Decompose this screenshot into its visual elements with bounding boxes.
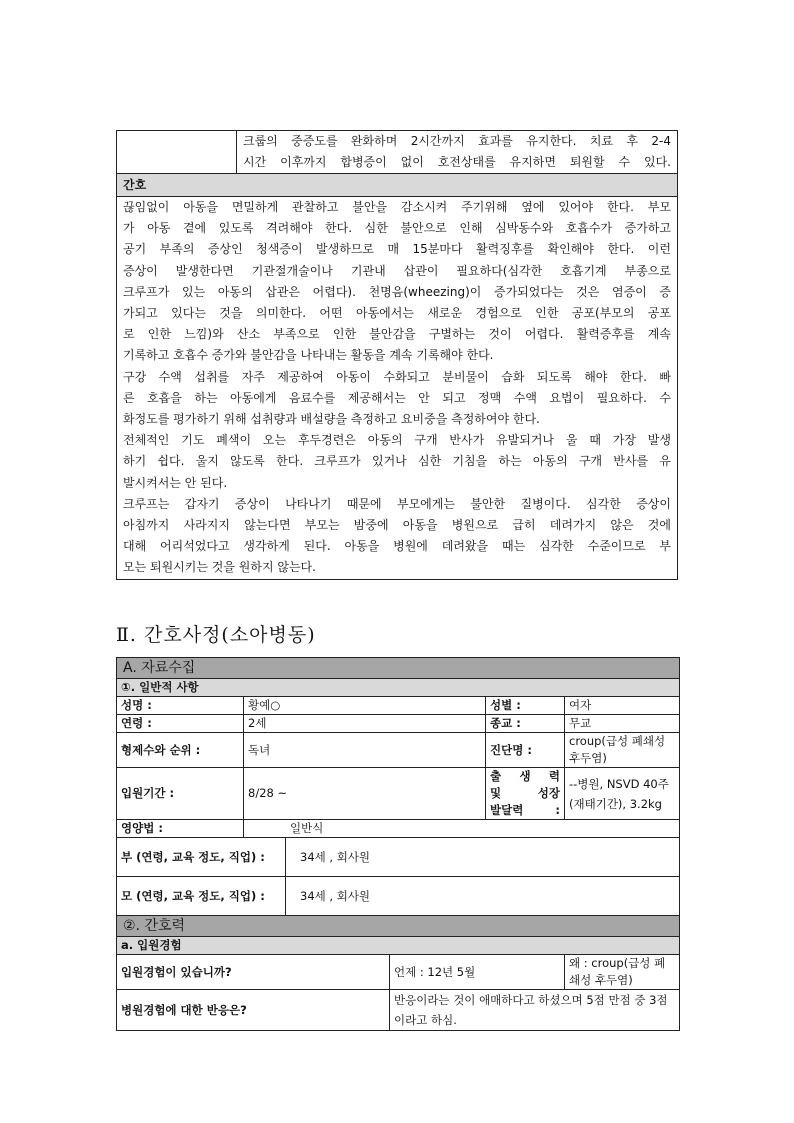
father-value: 34세 , 회사원 bbox=[286, 838, 680, 877]
religion-label: 종교 : bbox=[486, 715, 565, 733]
name-label: 성명 : bbox=[117, 697, 244, 715]
admission-label: 입원기간 : bbox=[117, 768, 244, 820]
text-line: 증상이 발생한다면 기관절개술이나 기관내 삽관이 필요하다(심각한 호흡기계 부종으로 bbox=[123, 263, 671, 278]
admission-value: 8/28 ~ bbox=[244, 768, 486, 820]
religion-value: 무교 bbox=[565, 715, 680, 733]
reaction-label: 병원경험에 대한 반응은? bbox=[117, 990, 390, 1031]
mother-value: 34세 , 회사원 bbox=[286, 877, 680, 916]
age-label: 연령 : bbox=[117, 715, 244, 733]
text-line: 모는 퇴원시키는 것을 원하지 않는다. bbox=[123, 560, 316, 575]
treatment-continuation-row bbox=[117, 131, 678, 174]
nursing-body-row bbox=[117, 197, 678, 580]
empty-label-cell bbox=[117, 131, 237, 174]
treatment-nursing-table bbox=[116, 130, 678, 580]
diagnosis-label: 진단명 : bbox=[486, 733, 565, 768]
hospitalization-why: 왜 : croup(급성 폐쇄성 후두염) bbox=[565, 955, 680, 990]
hospitalization-when: 언제 : 12년 5월 bbox=[390, 955, 565, 990]
text-line: 크루프는 갑자기 증상이 나타나기 때문에 부모에게는 불안한 질병이다. 심각한 증상이 bbox=[123, 496, 671, 511]
label-line: 및 성장 bbox=[490, 786, 560, 800]
text-line: 끊임없이 아동을 면밀하게 관찰하고 불안을 감소시켜 주기위해 옆에 있어야 한다. 부모 bbox=[123, 200, 671, 214]
age-value: 2세 bbox=[244, 715, 486, 733]
mother-row bbox=[117, 877, 680, 916]
birth-history-value: --병원, NSVD 40주 (재태기간), 3.2kg bbox=[565, 768, 680, 820]
nutrition-label: 영양법 : bbox=[117, 820, 244, 838]
data-collection-header-row bbox=[117, 658, 680, 679]
name-row bbox=[117, 697, 680, 715]
text-line: 른 호흡을 하는 아동에게 음료수를 제공해서는 안 되고 정맥 수액 요법이 필요하다. 수 bbox=[123, 390, 671, 405]
admission-row bbox=[117, 768, 680, 820]
siblings-label: 형제수와 순위 : bbox=[117, 733, 244, 768]
hospitalization-header: a. 입원경험 bbox=[117, 937, 680, 955]
section-title: Ⅱ. 간호사정(소아병동) bbox=[116, 624, 316, 646]
text-line: 화정도를 평가하기 위해 섭취량과 배설량을 측정하고 요비중을 측정하여야 한다. bbox=[123, 412, 540, 427]
mother-label: 모 (연령, 교육 정도, 직업) : bbox=[117, 877, 286, 916]
sex-value: 여자 bbox=[565, 697, 680, 715]
label-line: 출 생 력 bbox=[490, 769, 560, 783]
treatment-continuation-cell bbox=[237, 131, 678, 174]
text-line: 구강 수액 섭취를 자주 제공하여 아동이 수화되고 분비물이 습화 되도록 해야 한다. 빠 bbox=[123, 369, 671, 384]
nursing-body bbox=[117, 197, 678, 580]
sex-label: 성별 : bbox=[486, 697, 565, 715]
text-line: 크룹의 중증도를 완화하며 2시간까지 효과를 유지한다. 치료 후 2-4 bbox=[243, 134, 671, 148]
general-info-header: ①. 일반적 사항 bbox=[117, 679, 680, 697]
siblings-row bbox=[117, 733, 680, 768]
text-line: 전체적인 기도 폐색이 오는 후두경련은 아동의 구개 반사가 유발되거나 울 때 가장 발생 bbox=[123, 433, 671, 448]
birth-history-label bbox=[486, 768, 565, 820]
name-value: 황예○ bbox=[244, 697, 486, 715]
general-info-header-row bbox=[117, 679, 680, 697]
diagnosis-value: croup(급성 폐쇄성 후두염) bbox=[565, 733, 680, 768]
nursing-header-row bbox=[117, 174, 678, 197]
reaction-row bbox=[117, 990, 680, 1031]
text-line: 크루프가 있는 아동의 삽관은 어렵다). 천명음(wheezing)이 증가되었다는 것은 염증이 증 bbox=[123, 284, 671, 299]
age-row bbox=[117, 715, 680, 733]
nutrition-row bbox=[117, 820, 680, 838]
text-line: 아침까지 사라지지 않는다면 부모는 밤중에 아동을 병원으로 급히 데려가지 않은 것에 bbox=[123, 518, 671, 533]
father-label: 부 (연령, 교육 정도, 직업) : bbox=[117, 838, 286, 877]
nursing-history-header-row bbox=[117, 916, 680, 937]
text-line: 가 아동 곁에 있도록 격려해야 한다. 심한 불안으로 인해 심박동수와 호흡수가 증가하고 bbox=[123, 221, 671, 236]
text-line: 공기 부족의 증상인 청색증이 발생하므로 매 15분마다 활력징후를 확인해야 한다. 이런 bbox=[123, 242, 671, 257]
assessment-form-table bbox=[116, 657, 680, 1031]
text-line: 시간 이후까지 합병증이 없이 호전상태를 유지하면 퇴원할 수 있다. bbox=[243, 155, 671, 169]
text-line: 기록하고 호흡수 증가와 불안감을 나타내는 활동을 계속 기록해야 한다. bbox=[123, 348, 494, 363]
label-line: 발달력 : bbox=[490, 803, 560, 817]
text-line: 발시켜서는 안 된다. bbox=[123, 475, 228, 490]
hospitalization-header-row bbox=[117, 937, 680, 955]
reaction-value: 반응이라는 것이 애매하다고 하셨으며 5점 만점 중 3점이라고 하심. bbox=[390, 990, 680, 1031]
hospitalization-label: 입원경험이 있습니까? bbox=[117, 955, 390, 990]
text-line: 가되고 있다는 것을 의미한다. 어떤 아동에서는 새로운 경험으로 인한 공포(부모의 공포 bbox=[123, 306, 671, 321]
text-line: 로 인한 느낌)와 산소 부족으로 인한 불안감을 구별하는 것이 어렵다. 활력증후를 계속 bbox=[123, 327, 671, 342]
nutrition-value: 일반식 bbox=[244, 820, 680, 838]
hospitalization-row bbox=[117, 955, 680, 990]
text-line: 대해 어리석었다고 생각하게 된다. 아동을 병원에 데려왔을 때는 심각한 수준이므로 부 bbox=[123, 539, 671, 554]
siblings-value: 독녀 bbox=[244, 733, 486, 768]
data-collection-header: A. 자료수집 bbox=[117, 658, 680, 679]
nursing-header: 간호 bbox=[117, 174, 678, 197]
text-line: 하기 쉽다. 울지 않도록 한다. 크루프가 있거나 심한 기침을 하는 아동의 구개 반사를 유 bbox=[123, 454, 671, 469]
father-row bbox=[117, 838, 680, 877]
nursing-history-header: ②. 간호력 bbox=[117, 916, 680, 937]
